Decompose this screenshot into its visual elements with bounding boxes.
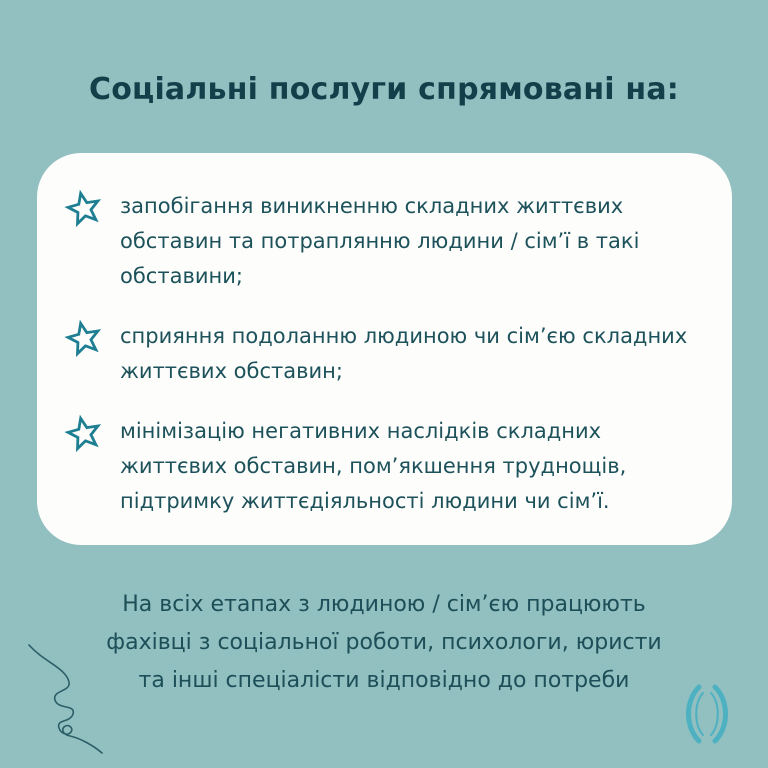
star-outline-icon: [64, 319, 104, 359]
list-item: [64, 414, 702, 519]
star-outline-icon: [64, 414, 104, 454]
text-line: запобігання виникненню складних життєвих: [120, 194, 624, 218]
content-card: [37, 153, 732, 545]
bullet-text: [120, 319, 687, 389]
text-line: сприяння подоланню людиною чи сім’єю складних: [120, 324, 688, 348]
text-line: життєвих обставин;: [120, 359, 343, 383]
text-line: та інші спеціалісти відповідно до потреби: [138, 668, 630, 693]
bullet-text: [120, 189, 639, 294]
text-line: мінімізацію негативних наслідків складних: [120, 419, 602, 443]
list-item: [64, 319, 702, 389]
text-line: фахівці з соціальної роботи, психологи, юристи: [106, 630, 662, 655]
parentheses-logo-icon: [668, 680, 746, 752]
text-line: На всіх етапах з людиною / сім’єю працюють: [122, 592, 646, 617]
page-title: Соціальні послуги спрямовані на:: [88, 72, 679, 107]
text-line: обставин та потраплянню людини / сім’ї в такі: [120, 229, 640, 253]
squiggle-decoration: [24, 642, 124, 758]
star-outline-icon: [64, 189, 104, 229]
text-line: життєвих обставин, пом’якшення труднощів,: [120, 454, 627, 478]
text-line: обставини;: [120, 264, 243, 288]
list-item: [64, 189, 702, 294]
text-line: підтримку життєдіяльності людини чи сім’ї.: [120, 489, 610, 513]
bullet-text: [120, 414, 626, 519]
